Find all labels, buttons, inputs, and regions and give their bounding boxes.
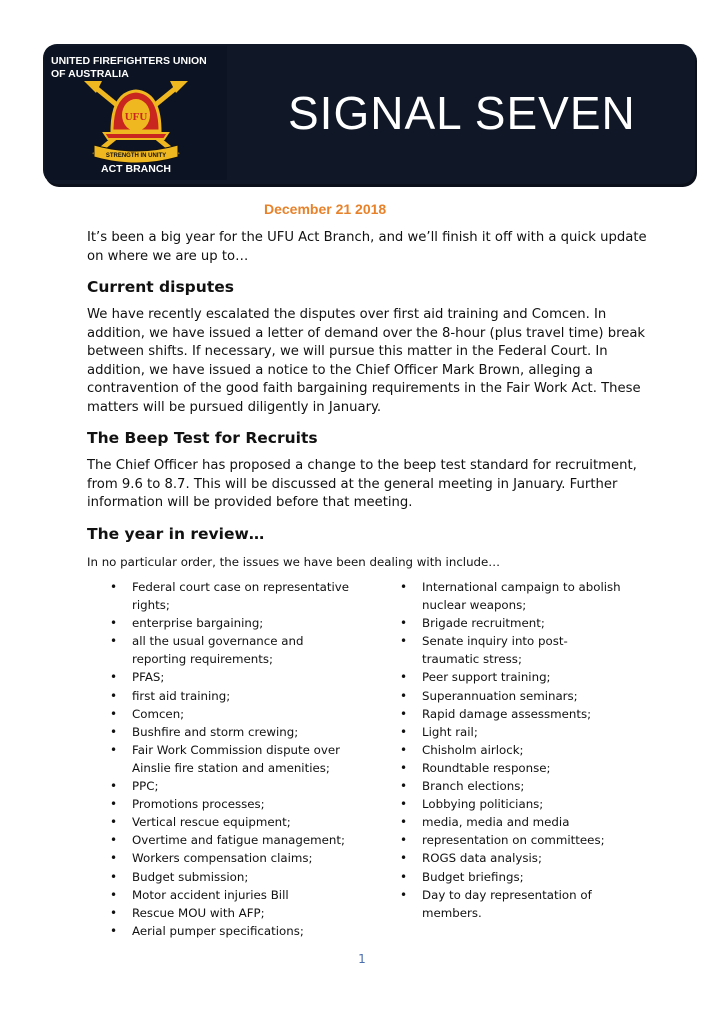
section-heading-beep-test: The Beep Test for Recruits — [87, 429, 318, 447]
list-item: • Lobbying politicians; — [400, 795, 625, 813]
list-item: • Branch elections; — [400, 777, 625, 795]
list-item: • ROGS data analysis; — [400, 849, 625, 867]
section-heading-year-in-review: The year in review… — [87, 524, 265, 543]
list-item: • PFAS; — [110, 668, 350, 686]
list-item: • Superannuation seminars; — [400, 687, 625, 705]
list-item: • PPC; — [110, 777, 350, 795]
section-body-beep-test: The Chief Officer has proposed a change to the beep test standard for recruitment, from 9.6 to 8.7. This will be discussed at the general meeting in January. Further information will be provided before that meeting. — [87, 458, 637, 510]
list-item: • Comcen; — [110, 705, 350, 723]
list-item: • Roundtable response; — [400, 759, 625, 777]
list-item: • first aid training; — [110, 687, 350, 705]
logo-org-name — [51, 55, 226, 81]
list-item: • Rescue MOU with AFP; — [110, 904, 350, 922]
newsletter-title: SIGNAL SEVEN — [288, 87, 636, 139]
issues-lists — [110, 578, 670, 948]
list-item: • media, media and media — [400, 813, 625, 831]
list-item: • Overtime and fatigue management; — [110, 831, 350, 849]
newsletter-banner — [43, 44, 695, 184]
section-body-current-disputes: We have recently escalated the disputes over first aid training and Comcen. In addition, we have issued a letter of demand over the 8-hour (plus travel time) break between shifts. If necessary, we will pursue this matter in the Federal Court. In addition, we have issued a notice to the Chief Officer Mark Brown, alleging a contravention of the good faith bargaining requirements in the Fair Work Act. These matters will be pursued diligently in January. — [87, 307, 646, 415]
list-item: • Bushfire and storm crewing; — [110, 723, 350, 741]
list-item: • Promotions processes; — [110, 795, 350, 813]
issues-list-right — [400, 578, 625, 922]
list-item: • Senate inquiry into post-traumatic stress; — [400, 632, 625, 668]
logo-org-line2: OF AUSTRALIA — [51, 68, 129, 80]
section-body-year-in-review: In no particular order, the issues we have been dealing with include… — [87, 554, 501, 569]
list-item: • Aerial pumper specifications; — [110, 922, 350, 940]
main-content — [87, 229, 647, 582]
intro-paragraph: It’s been a big year for the UFU Act Branch, and we’ll finish it off with a quick update on where we are up to… — [87, 230, 647, 264]
emblem-motto: STRENGTH IN UNITY — [105, 153, 167, 159]
list-item: • Budget submission; — [110, 868, 350, 886]
list-item: • Chisholm airlock; — [400, 741, 625, 759]
list-item: • Vertical rescue equipment; — [110, 813, 350, 831]
list-item: • International campaign to abolish nuclear weapons; — [400, 578, 625, 614]
union-logo — [45, 46, 227, 180]
firefighter-emblem-icon — [82, 79, 190, 163]
list-item: • representation on committees; — [400, 831, 625, 849]
list-item: • Peer support training; — [400, 668, 625, 686]
logo-branch: ACT BRANCH — [101, 163, 171, 175]
list-item: • Brigade recruitment; — [400, 614, 625, 632]
list-item: • enterprise bargaining; — [110, 614, 350, 632]
list-item: • Workers compensation claims; — [110, 849, 350, 867]
list-item: • Budget briefings; — [400, 868, 625, 886]
list-item: • Federal court case on representative rights; — [110, 578, 350, 614]
section-heading-current-disputes: Current disputes — [87, 278, 234, 296]
logo-org-line1: UNITED FIREFIGHTERS UNION — [51, 55, 207, 67]
page-number: 1 — [358, 952, 366, 966]
emblem-letters: UFU — [124, 111, 148, 123]
list-item: • Rapid damage assessments; — [400, 705, 625, 723]
list-item: • Day to day representation of members. — [400, 886, 625, 922]
list-item: • Light rail; — [400, 723, 625, 741]
list-item: • all the usual governance and reporting requirements; — [110, 632, 350, 668]
list-item: • Motor accident injuries Bill — [110, 886, 350, 904]
list-item: • Fair Work Commission dispute over Ainslie fire station and amenities; — [110, 741, 350, 777]
newsletter-date: December 21 2018 — [264, 201, 387, 217]
issues-list-left — [110, 578, 350, 940]
